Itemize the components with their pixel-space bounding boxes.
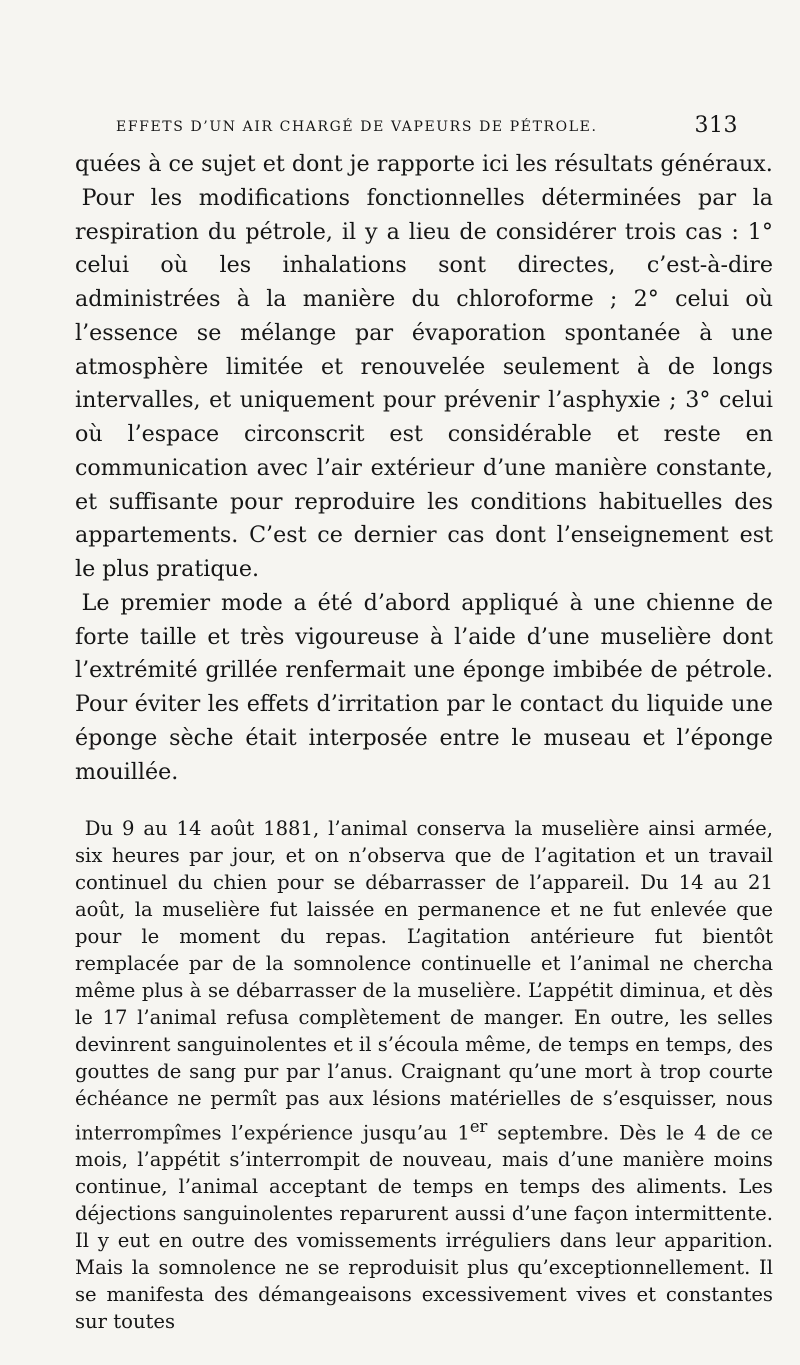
date-day: 1 xyxy=(457,1121,470,1145)
paragraph-first-mode: Le premier mode a été d’abord appliqué à une chienne de forte taille et très vigoureuse à l’aide d’une muselière dont l’extrémité grillée renfermait une éponge imbibée de pétrole. Pour éviter les effets d’irritation par le contact du liquide une éponge sèche était interposée entre le museau et l’éponge mouillée. xyxy=(75,589,773,785)
main-text xyxy=(75,148,773,789)
paragraph-observation xyxy=(75,815,773,1335)
running-head xyxy=(116,113,738,139)
observation-text-part-1: Du 9 au 14 août 1881, l’animal conserva la muselière ainsi armée, six heures par jour, et on n’observa que de l’agitation et un travail continuel du chien pour se débarrasser de l’appareil. Du 14 au 21 août, la muselière fut laissée en permanence et ne fut enlevée que pour le moment du repas. L’agitation antérieure fut bientôt remplacée par de la somnolence continuelle et l’animal ne chercha même plus à se débarrasser de la muselière. L’appétit diminua, et dès le 17 l’animal refusa complètement de manger. En outre, les selles devinrent sanguinolentes et il s’écoula même, de temps en temps, des gouttes de sang pur par l’anus. Craignant qu’une mort à trop courte échéance ne permît pas aux lésions matérielles de s’esquisser, nous interrompîmes l’expérience jusqu’au xyxy=(75,817,773,1145)
paragraph-continuation: quées à ce sujet et dont je rapporte ici les résultats généraux. xyxy=(75,151,773,177)
paragraph-functional-modifications: Pour les modifications fonctionnelles déterminées par la respiration du pétrole, il y a lieu de considérer trois cas : 1° celui où les inhalations sont directes, c’est-à-dire administrées à la manière du chloroforme ; 2° celui où l’essence se mélange par évaporation spontanée à une atmosphère limitée et renouvelée seulement à de longs intervalles, et uniquement pour prévenir l’asphyxie ; 3° celui où l’espace circonscrit est considérable et reste en communication avec l’air extérieur d’une manière constante, et suffisante pour reproduire les conditions habituelles des appartements. C’est ce dernier cas dont l’enseignement est le plus pratique. xyxy=(75,184,773,582)
observation-text-part-2: septembre. Dès le 4 de ce mois, l’appétit s’interrompit de nouveau, mais d’une manière moins continue, l’animal acceptant de temps en temps des aliments. Les déjections sanguinolentes reparurent aussi d’une façon intermittente. Il y eut en outre des vomissements irréguliers dans leur apparition. Mais la somnolence ne se reproduisit plus qu’exceptionnellement. Il se manifesta des démangeaisons excessivement vives et constantes sur toutes xyxy=(75,1121,774,1334)
case-report xyxy=(75,815,773,1335)
running-title: EFFETS D’UN AIR CHARGÉ DE VAPEURS DE PÉTROLE. xyxy=(116,119,598,135)
date-ordinal-suffix: er xyxy=(469,1116,488,1136)
page-number: 313 xyxy=(694,113,738,138)
